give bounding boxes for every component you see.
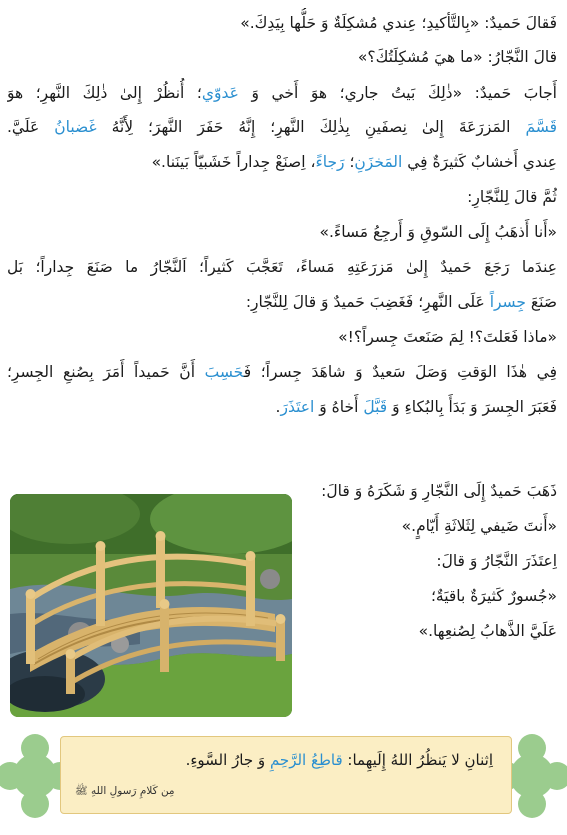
text-line-13: ذَهَبَ حَميدٌ إِلَی النَّجّارِ وَ شَكَرَهُ وَ قالَ:: [321, 482, 557, 500]
hadith-panel: [0, 728, 567, 824]
bridge-photo: [10, 494, 292, 717]
text-line-6: ثُمَّ قالَ لِلنَّجّارِ:: [467, 188, 557, 206]
text-line-15: اِعتَذَرَ النَّجّارُ وَ قالَ:: [436, 552, 557, 570]
text-line-10: «ماذا فَعَلتَ؟! لِمَ صَنَعتَ جِسراً؟!»: [338, 328, 557, 346]
text-line-14: «أَنتَ ضَيفي لِثَلاثَةِ أَيّامٍ.»: [401, 517, 557, 535]
vocab-word: حَسِبَ: [204, 363, 244, 381]
vocab-word: قَبَّلَ: [363, 398, 388, 416]
vocab-word: جِسراً: [489, 293, 526, 311]
text-line-11: فِي هٰذَا الوَقتِ وَصَلَ سَعيدٌ وَ شاهَدَ جِسراً؛ فَحَسِبَ أَنَّ حَميداً أَمَرَ بِصُنعِ الجِسرِ؛: [7, 363, 557, 381]
hadith-box: [60, 736, 512, 814]
vocab-word: اعتَذَرَ: [280, 398, 315, 416]
vocab-word: عَدوّي: [201, 84, 239, 102]
text-line-8: عِندَما رَجَعَ حَميدٌ إِلیٰ مَزرَعَتِهِ مَساءً، تَعَجَّبَ كَثيراً؛ اَلنَّجّارُ ما صَنَعَ جِداراً؛ بَل: [7, 258, 557, 276]
text-line-1: فَقالَ حَميدٌ: «بِالتَّأكيدِ؛ عِندي مُشكِلَةٌ وَ حَلُّها بِيَدِكَ.»: [240, 14, 557, 32]
vocab-word: غَضبانُ: [54, 118, 97, 136]
text-line-2: قالَ النَّجّارُ: «ما هيَ مُشكِلَتُكَ؟»: [357, 48, 557, 66]
text-line-4: قَسَّمَ المَزرَعَةَ إِلیٰ نِصفَينِ بِذٰلِكَ النَّهرِ؛ إِنَّهُ حَفَرَ النَّهرَ؛ لِأَنَّهُ غَضبانُ عَلَيَّ.: [7, 118, 557, 136]
vocab-word: قَسَّمَ: [525, 118, 557, 136]
text-line-3: أَجابَ حَميدٌ: «ذٰلِكَ بَيتُ جاري؛ هوَ أَخي وَ عَدوّي؛ أُنظُرْ إِلیٰ ذٰلِكَ النَّهرِ؛ هوَ: [7, 84, 557, 102]
text-line-16: «جُسورٌ كَثيرَةٌ باقيَةٌ؛: [430, 587, 557, 605]
text-line-17: عَلَيَّ الذَّهابُ لِصُنعِها.»: [418, 622, 557, 640]
text-line-9: صَنَعَ جِسراً عَلَی النَّهرِ؛ فَغَضِبَ حَميدٌ وَ قالَ لِلنَّجّارِ:: [245, 293, 557, 311]
text-line-5: عِندي أَخشابٌ كَثيرَةٌ فِي المَخزَنِ؛ رَجاءً، اِصنَعْ جِداراً خَشَبيّاً بَينَنا.»: [151, 153, 557, 171]
text-line-7: «أَنا أَذهَبُ إِلَی السّوقِ وَ أَرجِعُ مَساءً.»: [319, 223, 557, 241]
vocab-word: المَخزَنِ: [354, 153, 403, 171]
vocab-word: رَجاءً: [315, 153, 345, 171]
hadith-source: مِن كَلامِ رَسولِ اللهِ ﷺ: [75, 785, 175, 797]
text-line-12: فَعَبَرَ الجِسرَ وَ بَدَأَ بِالبُكاءِ وَ قَبَّلَ أَخاهُ وَ اعتَذَرَ.: [275, 398, 557, 416]
hadith-text: اِثنانِ لا يَنظُرُ اللهُ إِلَيهِما: قاطِعُ الرَّحِمِ وَ جارُ السَّوءِ.: [185, 751, 493, 769]
hadith-highlight: قاطِعُ الرَّحِمِ: [269, 751, 343, 769]
